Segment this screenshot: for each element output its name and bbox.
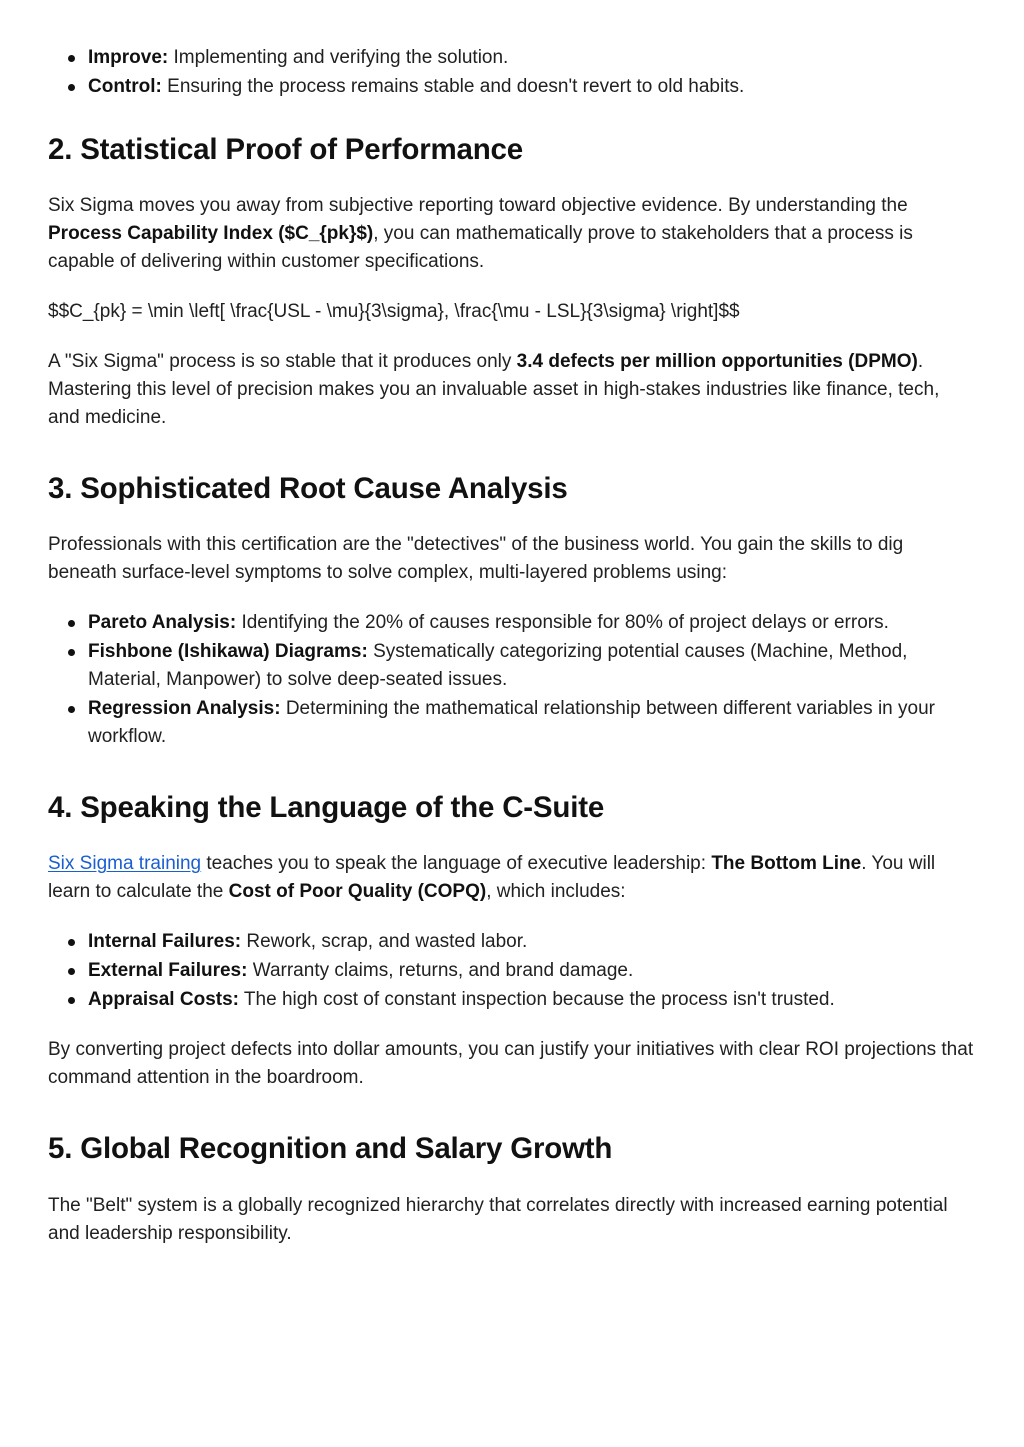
list-item <box>48 957 976 985</box>
paragraph-text: A "Six Sigma" process is so stable that it produces only <box>48 351 517 373</box>
paragraph-text: , you can mathematically prove to stakeholders that a process is capable of delivering within customer specifications. <box>48 223 913 273</box>
list-item <box>48 986 976 1014</box>
section-heading-2: 2. Statistical Proof of Performance <box>48 133 523 166</box>
paragraph-text: , which includes: <box>486 881 626 903</box>
list-item-lead: External Failures: <box>88 960 248 982</box>
list-item <box>48 73 976 101</box>
list-item <box>48 928 976 956</box>
section-heading-3: 3. Sophisticated Root Cause Analysis <box>48 472 568 506</box>
list-item <box>48 695 976 751</box>
list-item-text: The high cost of constant inspection because the process isn't trusted. <box>238 989 835 1011</box>
cpk-formula-raw-latex: $$C_{pk} = \min \left[ \frac{USL - \mu}{3\sigma}, \frac{\mu - LSL}{3\sigma} \right]$$ <box>48 301 740 323</box>
list-item-text: Warranty claims, returns, and brand damage. <box>247 960 634 982</box>
list-item <box>48 638 976 694</box>
list-item-text: Ensuring the process remains stable and doesn't revert to old habits. <box>161 76 745 97</box>
section-3-intro: Professionals with this certification are the "detectives" of the business world. You gain the skills to dig beneath surface-level symptoms to solve complex, multi-layered problems using: <box>48 534 904 584</box>
process-capability-index-term: Process Capability Index ($C_{pk}$) <box>48 223 374 245</box>
section-heading-4: 4. Speaking the Language of the C-Suite <box>48 791 605 825</box>
section-heading-5: 5. Global Recognition and Salary Growth <box>48 1132 613 1166</box>
dpmo-term: 3.4 defects per million opportunities (DPMO) <box>516 351 918 373</box>
bottom-line-term: The Bottom Line <box>711 853 862 875</box>
section-2-paragraph-2 <box>48 348 976 432</box>
paragraph-text: . Mastering this level of precision makes you an invaluable asset in high-stakes industries like finance, tech, and medicine. <box>48 351 940 429</box>
section-4-closing: By converting project defects into dollar amounts, you can justify your initiatives with clear ROI projections that command attention in the boardroom. <box>48 1039 974 1089</box>
copq-components-list <box>48 928 976 1014</box>
list-item-lead: Fishbone (Ishikawa) Diagrams: <box>88 641 368 663</box>
list-item-text: Rework, scrap, and wasted labor. <box>241 931 528 953</box>
list-item-lead: Internal Failures: <box>88 931 242 953</box>
list-item-lead: Regression Analysis: <box>88 698 281 720</box>
list-item-text: Systematically categorizing potential causes (Machine, Method, Material, Manpower) to solve deep-seated issues. <box>88 641 908 691</box>
list-item-lead: Pareto Analysis: <box>88 612 237 634</box>
list-item-lead: Improve: <box>88 47 169 68</box>
list-item <box>48 44 976 72</box>
list-item-lead: Appraisal Costs: <box>88 989 239 1011</box>
dmaic-continuation-list <box>48 44 976 101</box>
section-4-intro <box>48 850 976 906</box>
section-5-body: The "Belt" system is a globally recognized hierarchy that correlates directly with increased earning potential and leadership responsibility. <box>48 1194 948 1244</box>
paragraph-text: teaches you to speak the language of executive leadership: <box>201 853 712 875</box>
root-cause-tools-list <box>48 609 976 751</box>
list-item-text: Determining the mathematical relationship between different variables in your workflow. <box>88 698 935 748</box>
list-item-text: Implementing and verifying the solution. <box>168 47 509 68</box>
list-item-text: Identifying the 20% of causes responsible for 80% of project delays or errors. <box>236 612 889 634</box>
section-2-paragraph-1 <box>48 192 976 276</box>
copq-term: Cost of Poor Quality (COPQ) <box>228 881 487 903</box>
list-item <box>48 609 976 637</box>
six-sigma-training-link[interactable]: Six Sigma training <box>48 853 202 875</box>
paragraph-text: Six Sigma moves you away from subjective reporting toward objective evidence. By understanding the <box>48 195 908 217</box>
list-item-lead: Control: <box>88 76 162 97</box>
paragraph-text: . You will learn to calculate the <box>48 853 936 903</box>
